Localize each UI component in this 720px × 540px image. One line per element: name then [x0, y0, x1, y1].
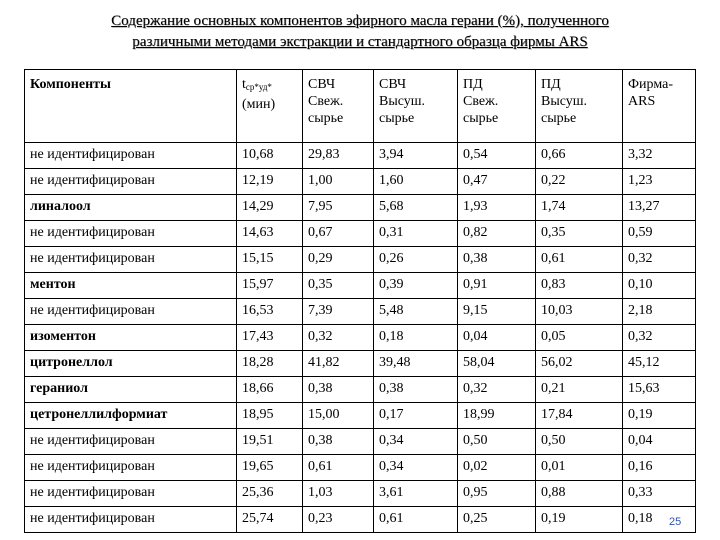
- pd-fresh-cell: 0,82: [458, 221, 536, 247]
- header-time-unit: (мин): [242, 97, 276, 112]
- component-name-cell: не идентифицирован: [25, 299, 237, 325]
- svch-fresh-cell: 1,00: [303, 169, 374, 195]
- pd-dried-cell: 10,03: [536, 299, 623, 325]
- pd-fresh-cell: 0,47: [458, 169, 536, 195]
- ars-cell: 0,19: [623, 403, 696, 429]
- table-row: [25, 325, 696, 351]
- header-pd-fresh: [458, 70, 536, 143]
- header-ars: [623, 70, 696, 143]
- pd-fresh-cell: 0,50: [458, 429, 536, 455]
- svch-fresh-cell: 7,95: [303, 195, 374, 221]
- component-name-cell: не идентифицирован: [25, 143, 237, 169]
- pd-dried-cell: 17,84: [536, 403, 623, 429]
- title-line-1: Содержание основных компонентов эфирного масла герани (%), полученного: [111, 13, 609, 29]
- header-line: Высуш.: [541, 94, 588, 109]
- pd-dried-cell: 0,22: [536, 169, 623, 195]
- title-line-2: различными методами экстракции и стандартного образца фирмы ARS: [132, 34, 588, 50]
- retention-time-cell: 18,95: [237, 403, 303, 429]
- table-row: [25, 429, 696, 455]
- component-name-cell: ментон: [25, 273, 237, 299]
- retention-time-cell: 18,28: [237, 351, 303, 377]
- ars-cell: 3,32: [623, 143, 696, 169]
- retention-time-cell: 14,63: [237, 221, 303, 247]
- table-row: [25, 377, 696, 403]
- table-row: [25, 143, 696, 169]
- svch-fresh-cell: 0,35: [303, 273, 374, 299]
- retention-time-cell: 15,15: [237, 247, 303, 273]
- component-name-cell: не идентифицирован: [25, 169, 237, 195]
- component-name-cell: не идентифицирован: [25, 507, 237, 533]
- header-line: сырье: [308, 111, 344, 126]
- table-row: [25, 403, 696, 429]
- ars-cell: 45,12: [623, 351, 696, 377]
- pd-fresh-cell: 58,04: [458, 351, 536, 377]
- retention-time-cell: 25,74: [237, 507, 303, 533]
- component-name-cell: не идентифицирован: [25, 221, 237, 247]
- svch-fresh-cell: 1,03: [303, 481, 374, 507]
- header-line: СВЧ: [308, 77, 336, 92]
- ars-cell: 0,32: [623, 325, 696, 351]
- svch-fresh-cell: 0,32: [303, 325, 374, 351]
- component-name-cell: не идентифицирован: [25, 429, 237, 455]
- table-row: [25, 273, 696, 299]
- svch-fresh-cell: 41,82: [303, 351, 374, 377]
- retention-time-cell: 10,68: [237, 143, 303, 169]
- svch-dried-cell: 3,94: [374, 143, 458, 169]
- ars-cell: 13,27: [623, 195, 696, 221]
- header-svch-dried: [374, 70, 458, 143]
- table-row: [25, 169, 696, 195]
- page-number: 25: [669, 516, 682, 528]
- header-time-sub: ср*уд*: [245, 82, 272, 92]
- svch-dried-cell: 0,61: [374, 507, 458, 533]
- svch-dried-cell: 1,60: [374, 169, 458, 195]
- retention-time-cell: 18,66: [237, 377, 303, 403]
- pd-dried-cell: 1,74: [536, 195, 623, 221]
- header-line: СВЧ: [379, 77, 407, 92]
- ars-cell: 0,04: [623, 429, 696, 455]
- svch-dried-cell: 0,38: [374, 377, 458, 403]
- header-line: Фирма-: [628, 77, 673, 92]
- retention-time-cell: 19,65: [237, 455, 303, 481]
- retention-time-cell: 25,36: [237, 481, 303, 507]
- table-row: [25, 195, 696, 221]
- pd-dried-cell: 0,50: [536, 429, 623, 455]
- svch-dried-cell: 0,17: [374, 403, 458, 429]
- table-row: [25, 507, 696, 533]
- svch-fresh-cell: 0,38: [303, 377, 374, 403]
- svch-fresh-cell: 15,00: [303, 403, 374, 429]
- table-row: [25, 247, 696, 273]
- pd-dried-cell: 0,66: [536, 143, 623, 169]
- svch-fresh-cell: 0,61: [303, 455, 374, 481]
- pd-fresh-cell: 1,93: [458, 195, 536, 221]
- component-name-cell: линалоол: [25, 195, 237, 221]
- header-line: ПД: [463, 77, 483, 92]
- pd-fresh-cell: 18,99: [458, 403, 536, 429]
- svch-dried-cell: 0,34: [374, 429, 458, 455]
- pd-fresh-cell: 0,54: [458, 143, 536, 169]
- ars-cell: 0,18: [623, 507, 696, 533]
- svch-dried-cell: 0,34: [374, 455, 458, 481]
- retention-time-cell: 16,53: [237, 299, 303, 325]
- header-components: Компоненты: [25, 70, 237, 143]
- header-svch-fresh: [303, 70, 374, 143]
- ars-cell: 0,10: [623, 273, 696, 299]
- pd-dried-cell: 0,01: [536, 455, 623, 481]
- retention-time-cell: 17,43: [237, 325, 303, 351]
- svch-fresh-cell: 0,29: [303, 247, 374, 273]
- svch-dried-cell: 5,68: [374, 195, 458, 221]
- retention-time-cell: 15,97: [237, 273, 303, 299]
- header-line: сырье: [541, 111, 577, 126]
- slide-title: [0, 11, 720, 53]
- table-row: [25, 455, 696, 481]
- header-pd-dried: [536, 70, 623, 143]
- table-body: [25, 143, 696, 533]
- header-line: сырье: [379, 111, 415, 126]
- svch-dried-cell: 0,26: [374, 247, 458, 273]
- component-name-cell: цитронеллол: [25, 351, 237, 377]
- pd-fresh-cell: 9,15: [458, 299, 536, 325]
- header-line: ARS: [628, 94, 656, 109]
- svch-fresh-cell: 0,23: [303, 507, 374, 533]
- retention-time-cell: 12,19: [237, 169, 303, 195]
- svch-fresh-cell: 7,39: [303, 299, 374, 325]
- header-line: сырье: [463, 111, 499, 126]
- table-row: [25, 481, 696, 507]
- ars-cell: 0,33: [623, 481, 696, 507]
- component-name-cell: не идентифицирован: [25, 481, 237, 507]
- ars-cell: 1,23: [623, 169, 696, 195]
- pd-dried-cell: 0,88: [536, 481, 623, 507]
- pd-fresh-cell: 0,95: [458, 481, 536, 507]
- pd-dried-cell: 0,35: [536, 221, 623, 247]
- header-retention-time: [237, 70, 303, 143]
- pd-fresh-cell: 0,38: [458, 247, 536, 273]
- header-line: Высуш.: [379, 94, 426, 109]
- header-line: Свеж.: [308, 94, 344, 109]
- ars-cell: 0,16: [623, 455, 696, 481]
- ars-cell: 0,32: [623, 247, 696, 273]
- table-row: [25, 351, 696, 377]
- svch-fresh-cell: 29,83: [303, 143, 374, 169]
- component-name-cell: гераниол: [25, 377, 237, 403]
- svch-fresh-cell: 0,38: [303, 429, 374, 455]
- svch-dried-cell: 39,48: [374, 351, 458, 377]
- component-name-cell: не идентифицирован: [25, 455, 237, 481]
- component-name-cell: не идентифицирован: [25, 247, 237, 273]
- svch-dried-cell: 0,18: [374, 325, 458, 351]
- svch-fresh-cell: 0,67: [303, 221, 374, 247]
- svch-dried-cell: 5,48: [374, 299, 458, 325]
- header-line: Свеж.: [463, 94, 499, 109]
- retention-time-cell: 19,51: [237, 429, 303, 455]
- pd-fresh-cell: 0,91: [458, 273, 536, 299]
- pd-fresh-cell: 0,25: [458, 507, 536, 533]
- pd-fresh-cell: 0,04: [458, 325, 536, 351]
- components-table: [24, 69, 696, 533]
- table-row: [25, 221, 696, 247]
- ars-cell: 15,63: [623, 377, 696, 403]
- pd-dried-cell: 0,05: [536, 325, 623, 351]
- component-name-cell: цетронеллилформиат: [25, 403, 237, 429]
- svch-dried-cell: 0,31: [374, 221, 458, 247]
- pd-fresh-cell: 0,02: [458, 455, 536, 481]
- pd-dried-cell: 0,83: [536, 273, 623, 299]
- ars-cell: 2,18: [623, 299, 696, 325]
- header-time-main: t: [242, 77, 246, 92]
- svch-dried-cell: 3,61: [374, 481, 458, 507]
- header-row: [25, 70, 696, 143]
- pd-dried-cell: 0,21: [536, 377, 623, 403]
- table-row: [25, 299, 696, 325]
- pd-dried-cell: 0,61: [536, 247, 623, 273]
- header-line: ПД: [541, 77, 561, 92]
- pd-dried-cell: 0,19: [536, 507, 623, 533]
- ars-cell: 0,59: [623, 221, 696, 247]
- component-name-cell: изоментон: [25, 325, 237, 351]
- svch-dried-cell: 0,39: [374, 273, 458, 299]
- pd-dried-cell: 56,02: [536, 351, 623, 377]
- retention-time-cell: 14,29: [237, 195, 303, 221]
- pd-fresh-cell: 0,32: [458, 377, 536, 403]
